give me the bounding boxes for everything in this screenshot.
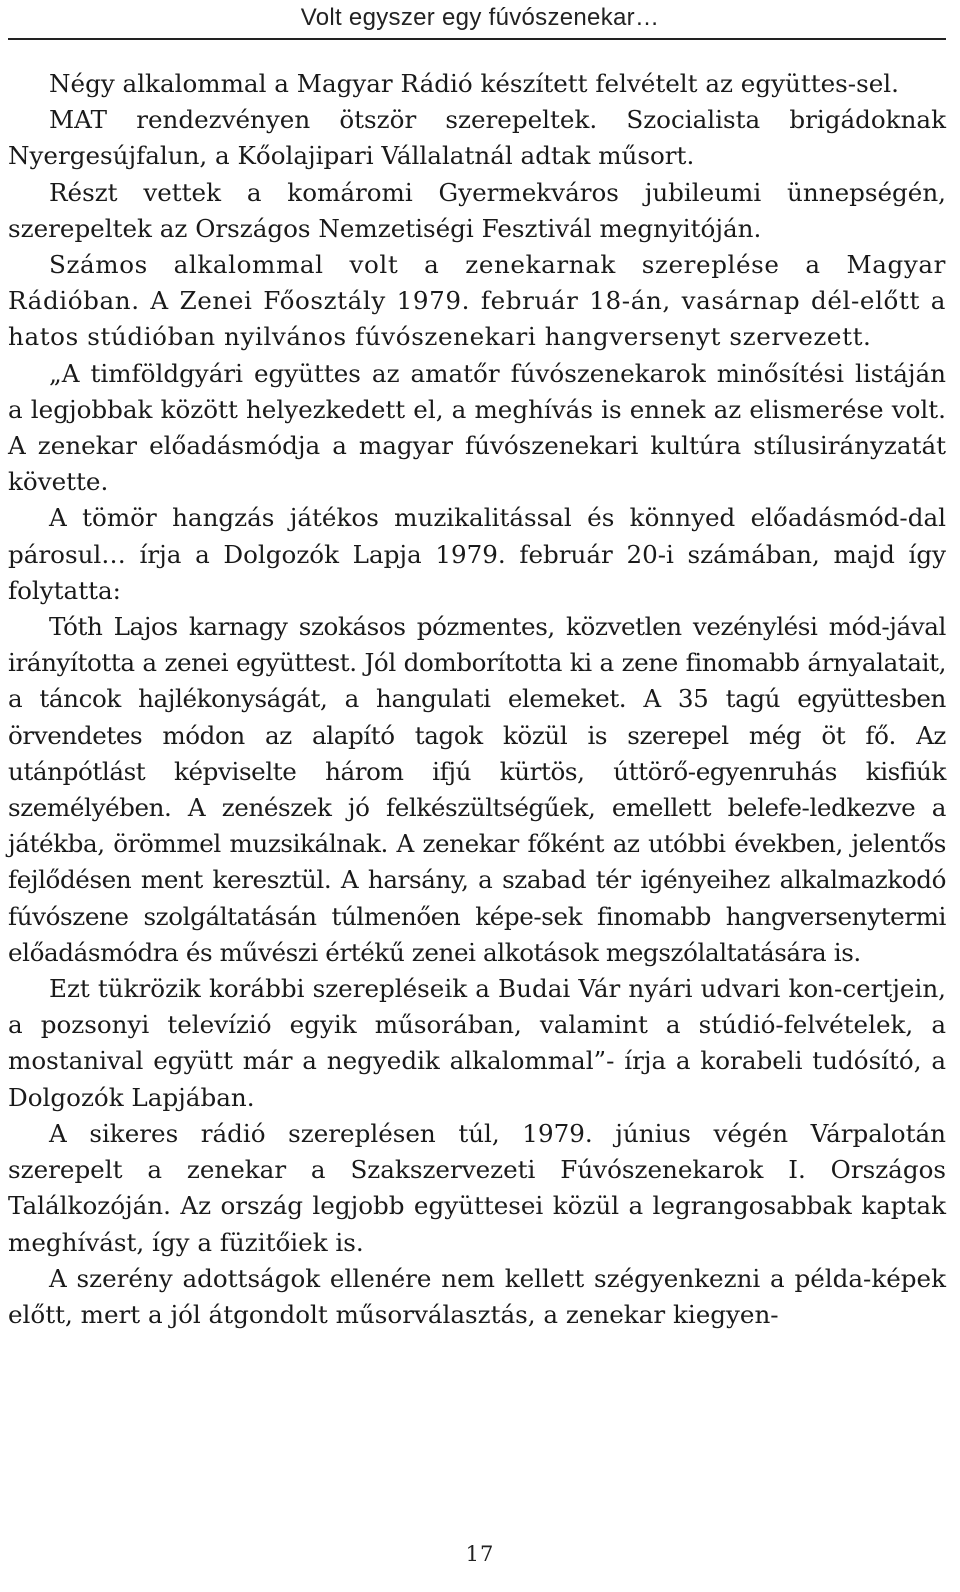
header-rule [8, 38, 946, 40]
paragraph-komarom-festival: Részt vettek a komáromi Gyermekváros jubileumi ünnepségén, szerepeltek az Országos Nemzetiségi Fesztivál megnyitóján. [8, 177, 946, 243]
paragraph-quote-start: „A timföldgyári együttes az amatőr fúvószenekarok minősítési listáján a legjobbak között helyezkedett el, a meghívás is ennek az elismerése volt. A zenekar előadásmódja a magyar fúvószenekari kultúra stílusirányzatát követte. [8, 358, 946, 497]
paragraph-mat-events: MAT rendezvényen ötször szerepeltek. Szocialista brigádoknak Nyergesújfalun, a Kőolajipari Vállalatnál adtak műsort. [8, 105, 946, 171]
page-number: 17 [465, 1542, 495, 1566]
running-header: Volt egyszer egy fúvószenekar… [300, 4, 660, 31]
paragraph-dolgozok-lapja: A tömör hangzás játékos muzikalitással és könnyed előadásmód-dal párosul… írja a Dolgozók Lapja 1979. február 20-i számában, majd így folytatta: [8, 503, 946, 605]
paragraph-varpalota: A sikeres rádió szereplésen túl, 1979. június végén Várpalotán szerepelt a zenekar a Szakszervezeti Fúvószenekarok I. Országos Találkozóján. Az ország legjobb együttesei közül a legrangosabbak kaptak meghívást, így a füzitőiek is. [8, 1118, 946, 1257]
paragraph-budai-var: Ezt tükrözik korábbi szerepléseik a Budai Vár nyári udvari kon-certjein, a pozsonyi televízió egyik műsorában, valamint a stúdió-felvételek, a mostanival együtt már a negyedik alkalommal”- írja a korabeli tudósító, a Dolgozók Lapjában. [8, 974, 946, 1112]
paragraph-radio-recordings: Négy alkalommal a Magyar Rádió készített felvételt az együttes-sel. [49, 69, 899, 98]
body-text [8, 66, 946, 1333]
paragraph-modest-abilities: A szerény adottságok ellenére nem kellett szégyenkezni a példa-képek előtt, mert a jól átgondolt műsorválasztás, a zenekar kiegyen- [8, 1263, 946, 1329]
paragraph-radio-concert: Számos alkalommal volt a zenekarnak szereplése a Magyar Rádióban. A Zenei Főosztály 1979. február 18-án, vasárnap dél-előtt a hatos stúdióban nyilvános fúvószenekari hangversenyt szervezett. [8, 250, 946, 352]
paragraph-toth-lajos: Tóth Lajos karnagy szokásos pózmentes, közvetlen vezénylési mód-jával irányította a zenei együttest. Jól domborította ki a zene finomabb árnyalatait, a táncok hajlékonyságát, a hangulati elemeket. A 35 tagú együttesben örvendetes módon az alapító tagok közül is szerepel még öt fő. Az utánpótlást képviselte három ifjú kürtös, úttörő-egyenruhás kisfiúk személyében. A zenészek jó felkészültségűek, emellett belefe-ledkezve a játékba, örömmel muzsikálnak. A zenekar főként az utóbbi években, jelentős fejlődésen ment keresztül. A harsány, a szabad tér igényeihez alkalmazkodó fúvószene szolgáltatásán túlmenően képe-sek finomabb hangversenytermi előadásmódra és művészi értékű zenei alkotások megszólaltatására is. [8, 612, 946, 967]
